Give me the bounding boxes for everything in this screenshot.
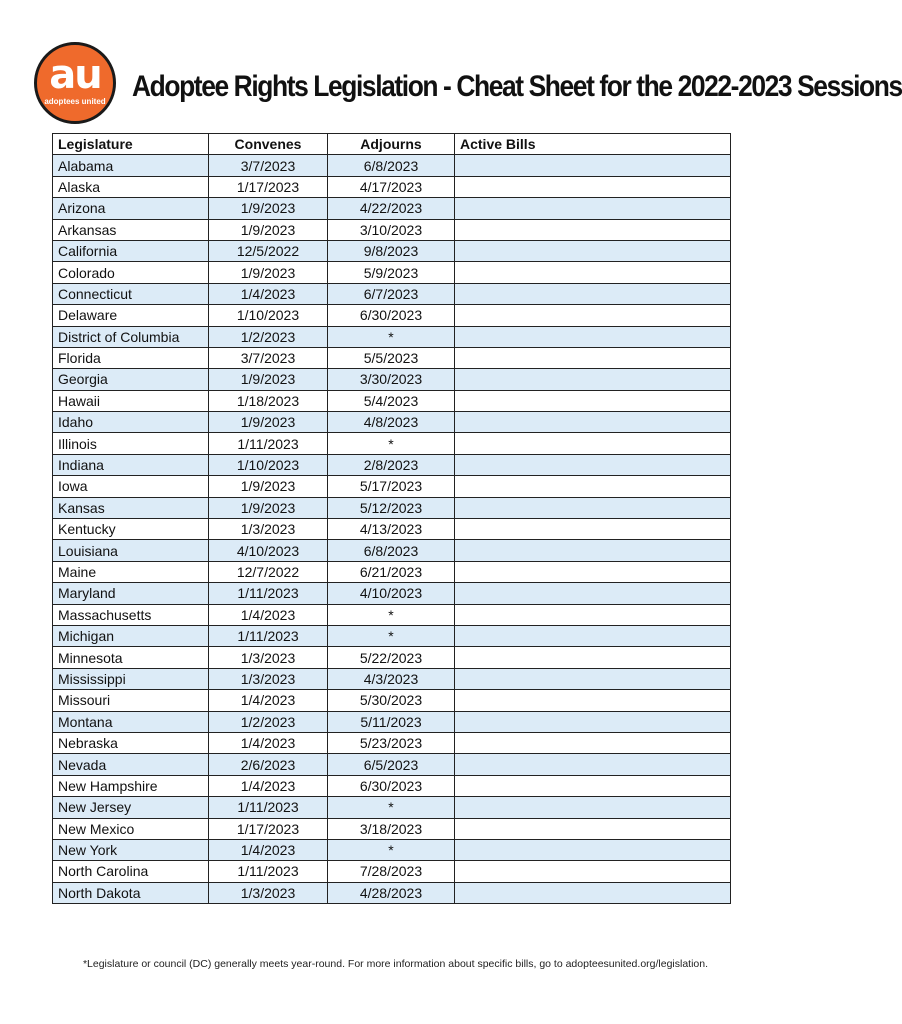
active-bills-cell [455,561,731,582]
adjourns-cell: 6/21/2023 [328,561,455,582]
convenes-cell: 1/4/2023 [209,775,328,796]
adjourns-cell: * [328,625,455,646]
convenes-cell: 1/4/2023 [209,283,328,304]
convenes-cell: 1/9/2023 [209,369,328,390]
table-row [53,561,731,582]
adjourns-cell: 4/22/2023 [328,198,455,219]
legislature-cell: New Hampshire [53,775,209,796]
convenes-cell: 1/4/2023 [209,839,328,860]
adjourns-cell: 4/28/2023 [328,882,455,903]
table-row [53,668,731,689]
active-bills-cell [455,283,731,304]
table-row [53,583,731,604]
legislature-cell: Michigan [53,625,209,646]
active-bills-cell [455,454,731,475]
convenes-cell: 1/11/2023 [209,861,328,882]
legislature-cell: Missouri [53,690,209,711]
table-row [53,305,731,326]
table-row [53,497,731,518]
active-bills-cell [455,818,731,839]
legislature-cell: Illinois [53,433,209,454]
header-convenes: Convenes [209,134,328,155]
table-row [53,262,731,283]
convenes-cell: 2/6/2023 [209,754,328,775]
convenes-cell: 1/9/2023 [209,412,328,433]
table-row [53,283,731,304]
active-bills-cell [455,540,731,561]
legislature-cell: North Dakota [53,882,209,903]
legislature-cell: New York [53,839,209,860]
convenes-cell: 1/17/2023 [209,818,328,839]
convenes-cell: 1/2/2023 [209,326,328,347]
adjourns-cell: 6/8/2023 [328,155,455,176]
table-row [53,519,731,540]
legislature-cell: Louisiana [53,540,209,561]
adjourns-cell: * [328,604,455,625]
legislature-cell: Maryland [53,583,209,604]
header-adjourns: Adjourns [328,134,455,155]
table-row [53,754,731,775]
legislature-cell: Idaho [53,412,209,433]
active-bills-cell [455,604,731,625]
legislature-cell: Nebraska [53,732,209,753]
adjourns-cell: * [328,433,455,454]
table-row [53,412,731,433]
legislature-cell: Georgia [53,369,209,390]
adjourns-cell: 5/4/2023 [328,390,455,411]
adjourns-cell: * [328,326,455,347]
adjourns-cell: 5/17/2023 [328,476,455,497]
active-bills-cell [455,861,731,882]
convenes-cell: 1/11/2023 [209,433,328,454]
convenes-cell: 1/4/2023 [209,604,328,625]
convenes-cell: 1/9/2023 [209,262,328,283]
convenes-cell: 1/9/2023 [209,219,328,240]
convenes-cell: 1/17/2023 [209,176,328,197]
adjourns-cell: 5/12/2023 [328,497,455,518]
active-bills-cell [455,326,731,347]
adjourns-cell: 5/22/2023 [328,647,455,668]
legislature-cell: Maine [53,561,209,582]
active-bills-cell [455,882,731,903]
table-row [53,818,731,839]
convenes-cell: 1/11/2023 [209,625,328,646]
convenes-cell: 1/4/2023 [209,732,328,753]
convenes-cell: 3/7/2023 [209,155,328,176]
table-row [53,861,731,882]
convenes-cell: 3/7/2023 [209,347,328,368]
adjourns-cell: 4/10/2023 [328,583,455,604]
legislature-cell: Colorado [53,262,209,283]
adjourns-cell: 4/8/2023 [328,412,455,433]
active-bills-cell [455,476,731,497]
legislature-cell: Montana [53,711,209,732]
table-row [53,347,731,368]
active-bills-cell [455,754,731,775]
adjourns-cell: 5/30/2023 [328,690,455,711]
legislature-cell: Arizona [53,198,209,219]
legislature-cell: California [53,240,209,261]
table-row [53,176,731,197]
active-bills-cell [455,155,731,176]
active-bills-cell [455,625,731,646]
convenes-cell: 1/11/2023 [209,797,328,818]
active-bills-cell [455,347,731,368]
legislature-cell: New Mexico [53,818,209,839]
table-row [53,433,731,454]
table-row [53,326,731,347]
active-bills-cell [455,690,731,711]
table-row [53,839,731,860]
active-bills-cell [455,797,731,818]
table-row [53,240,731,261]
legislature-cell: Delaware [53,305,209,326]
table-row [53,155,731,176]
active-bills-cell [455,711,731,732]
adjourns-cell: * [328,797,455,818]
legislature-cell: Massachusetts [53,604,209,625]
table-row [53,625,731,646]
active-bills-cell [455,519,731,540]
table-row [53,369,731,390]
adjourns-cell: 4/3/2023 [328,668,455,689]
table-row [53,647,731,668]
table-row [53,690,731,711]
active-bills-cell [455,732,731,753]
adoptees-united-logo [34,42,116,124]
legislature-cell: District of Columbia [53,326,209,347]
legislature-cell: Arkansas [53,219,209,240]
adjourns-cell: 6/30/2023 [328,775,455,796]
header-legislature: Legislature [53,134,209,155]
table-body [53,155,731,904]
adjourns-cell: 5/9/2023 [328,262,455,283]
adjourns-cell: * [328,839,455,860]
convenes-cell: 12/7/2022 [209,561,328,582]
legislature-cell: Iowa [53,476,209,497]
convenes-cell: 1/18/2023 [209,390,328,411]
convenes-cell: 1/9/2023 [209,198,328,219]
adjourns-cell: 9/8/2023 [328,240,455,261]
active-bills-cell [455,305,731,326]
legislature-cell: Nevada [53,754,209,775]
legislature-cell: Alaska [53,176,209,197]
convenes-cell: 1/10/2023 [209,305,328,326]
convenes-cell: 1/3/2023 [209,668,328,689]
legislature-cell: Florida [53,347,209,368]
table-row [53,476,731,497]
legislature-cell: Kentucky [53,519,209,540]
legislature-cell: Alabama [53,155,209,176]
adjourns-cell: 3/10/2023 [328,219,455,240]
adjourns-cell: 4/13/2023 [328,519,455,540]
active-bills-cell [455,433,731,454]
convenes-cell: 4/10/2023 [209,540,328,561]
convenes-cell: 1/4/2023 [209,690,328,711]
active-bills-cell [455,219,731,240]
table-row [53,775,731,796]
table-row [53,711,731,732]
convenes-cell: 1/9/2023 [209,476,328,497]
convenes-cell: 1/11/2023 [209,583,328,604]
adjourns-cell: 2/8/2023 [328,454,455,475]
table-row [53,540,731,561]
adjourns-cell: 5/23/2023 [328,732,455,753]
active-bills-cell [455,497,731,518]
legislature-cell: Mississippi [53,668,209,689]
legislation-table [52,133,731,904]
table-row [53,454,731,475]
legislature-cell: New Jersey [53,797,209,818]
active-bills-cell [455,668,731,689]
adjourns-cell: 3/18/2023 [328,818,455,839]
page-title: Adoptee Rights Legislation - Cheat Sheet for the 2022-2023 Sessions [132,70,902,103]
convenes-cell: 1/2/2023 [209,711,328,732]
active-bills-cell [455,775,731,796]
adjourns-cell: 6/8/2023 [328,540,455,561]
convenes-cell: 1/3/2023 [209,647,328,668]
adjourns-cell: 3/30/2023 [328,369,455,390]
table-header-row [53,134,731,155]
active-bills-cell [455,176,731,197]
logo-mark: au [49,52,101,98]
header-active-bills: Active Bills [455,134,731,155]
legislature-cell: North Carolina [53,861,209,882]
adjourns-cell: 6/7/2023 [328,283,455,304]
table-row [53,390,731,411]
active-bills-cell [455,839,731,860]
table-row [53,797,731,818]
convenes-cell: 1/3/2023 [209,882,328,903]
adjourns-cell: 4/17/2023 [328,176,455,197]
legislature-cell: Connecticut [53,283,209,304]
active-bills-cell [455,412,731,433]
table-row [53,882,731,903]
convenes-cell: 12/5/2022 [209,240,328,261]
legislature-cell: Hawaii [53,390,209,411]
table-row [53,198,731,219]
convenes-cell: 1/10/2023 [209,454,328,475]
adjourns-cell: 5/11/2023 [328,711,455,732]
logo-subtitle: adoptees united [44,97,106,106]
active-bills-cell [455,369,731,390]
adjourns-cell: 5/5/2023 [328,347,455,368]
active-bills-cell [455,240,731,261]
legislature-cell: Minnesota [53,647,209,668]
adjourns-cell: 6/5/2023 [328,754,455,775]
table-row [53,604,731,625]
footnote: *Legislature or council (DC) generally meets year-round. For more information about specific bills, go to adopteesunited.org/legislation. [82,958,709,970]
legislature-cell: Indiana [53,454,209,475]
active-bills-cell [455,262,731,283]
adjourns-cell: 6/30/2023 [328,305,455,326]
active-bills-cell [455,647,731,668]
active-bills-cell [455,583,731,604]
adjourns-cell: 7/28/2023 [328,861,455,882]
active-bills-cell [455,198,731,219]
table-row [53,732,731,753]
convenes-cell: 1/9/2023 [209,497,328,518]
table-row [53,219,731,240]
legislature-cell: Kansas [53,497,209,518]
convenes-cell: 1/3/2023 [209,519,328,540]
active-bills-cell [455,390,731,411]
